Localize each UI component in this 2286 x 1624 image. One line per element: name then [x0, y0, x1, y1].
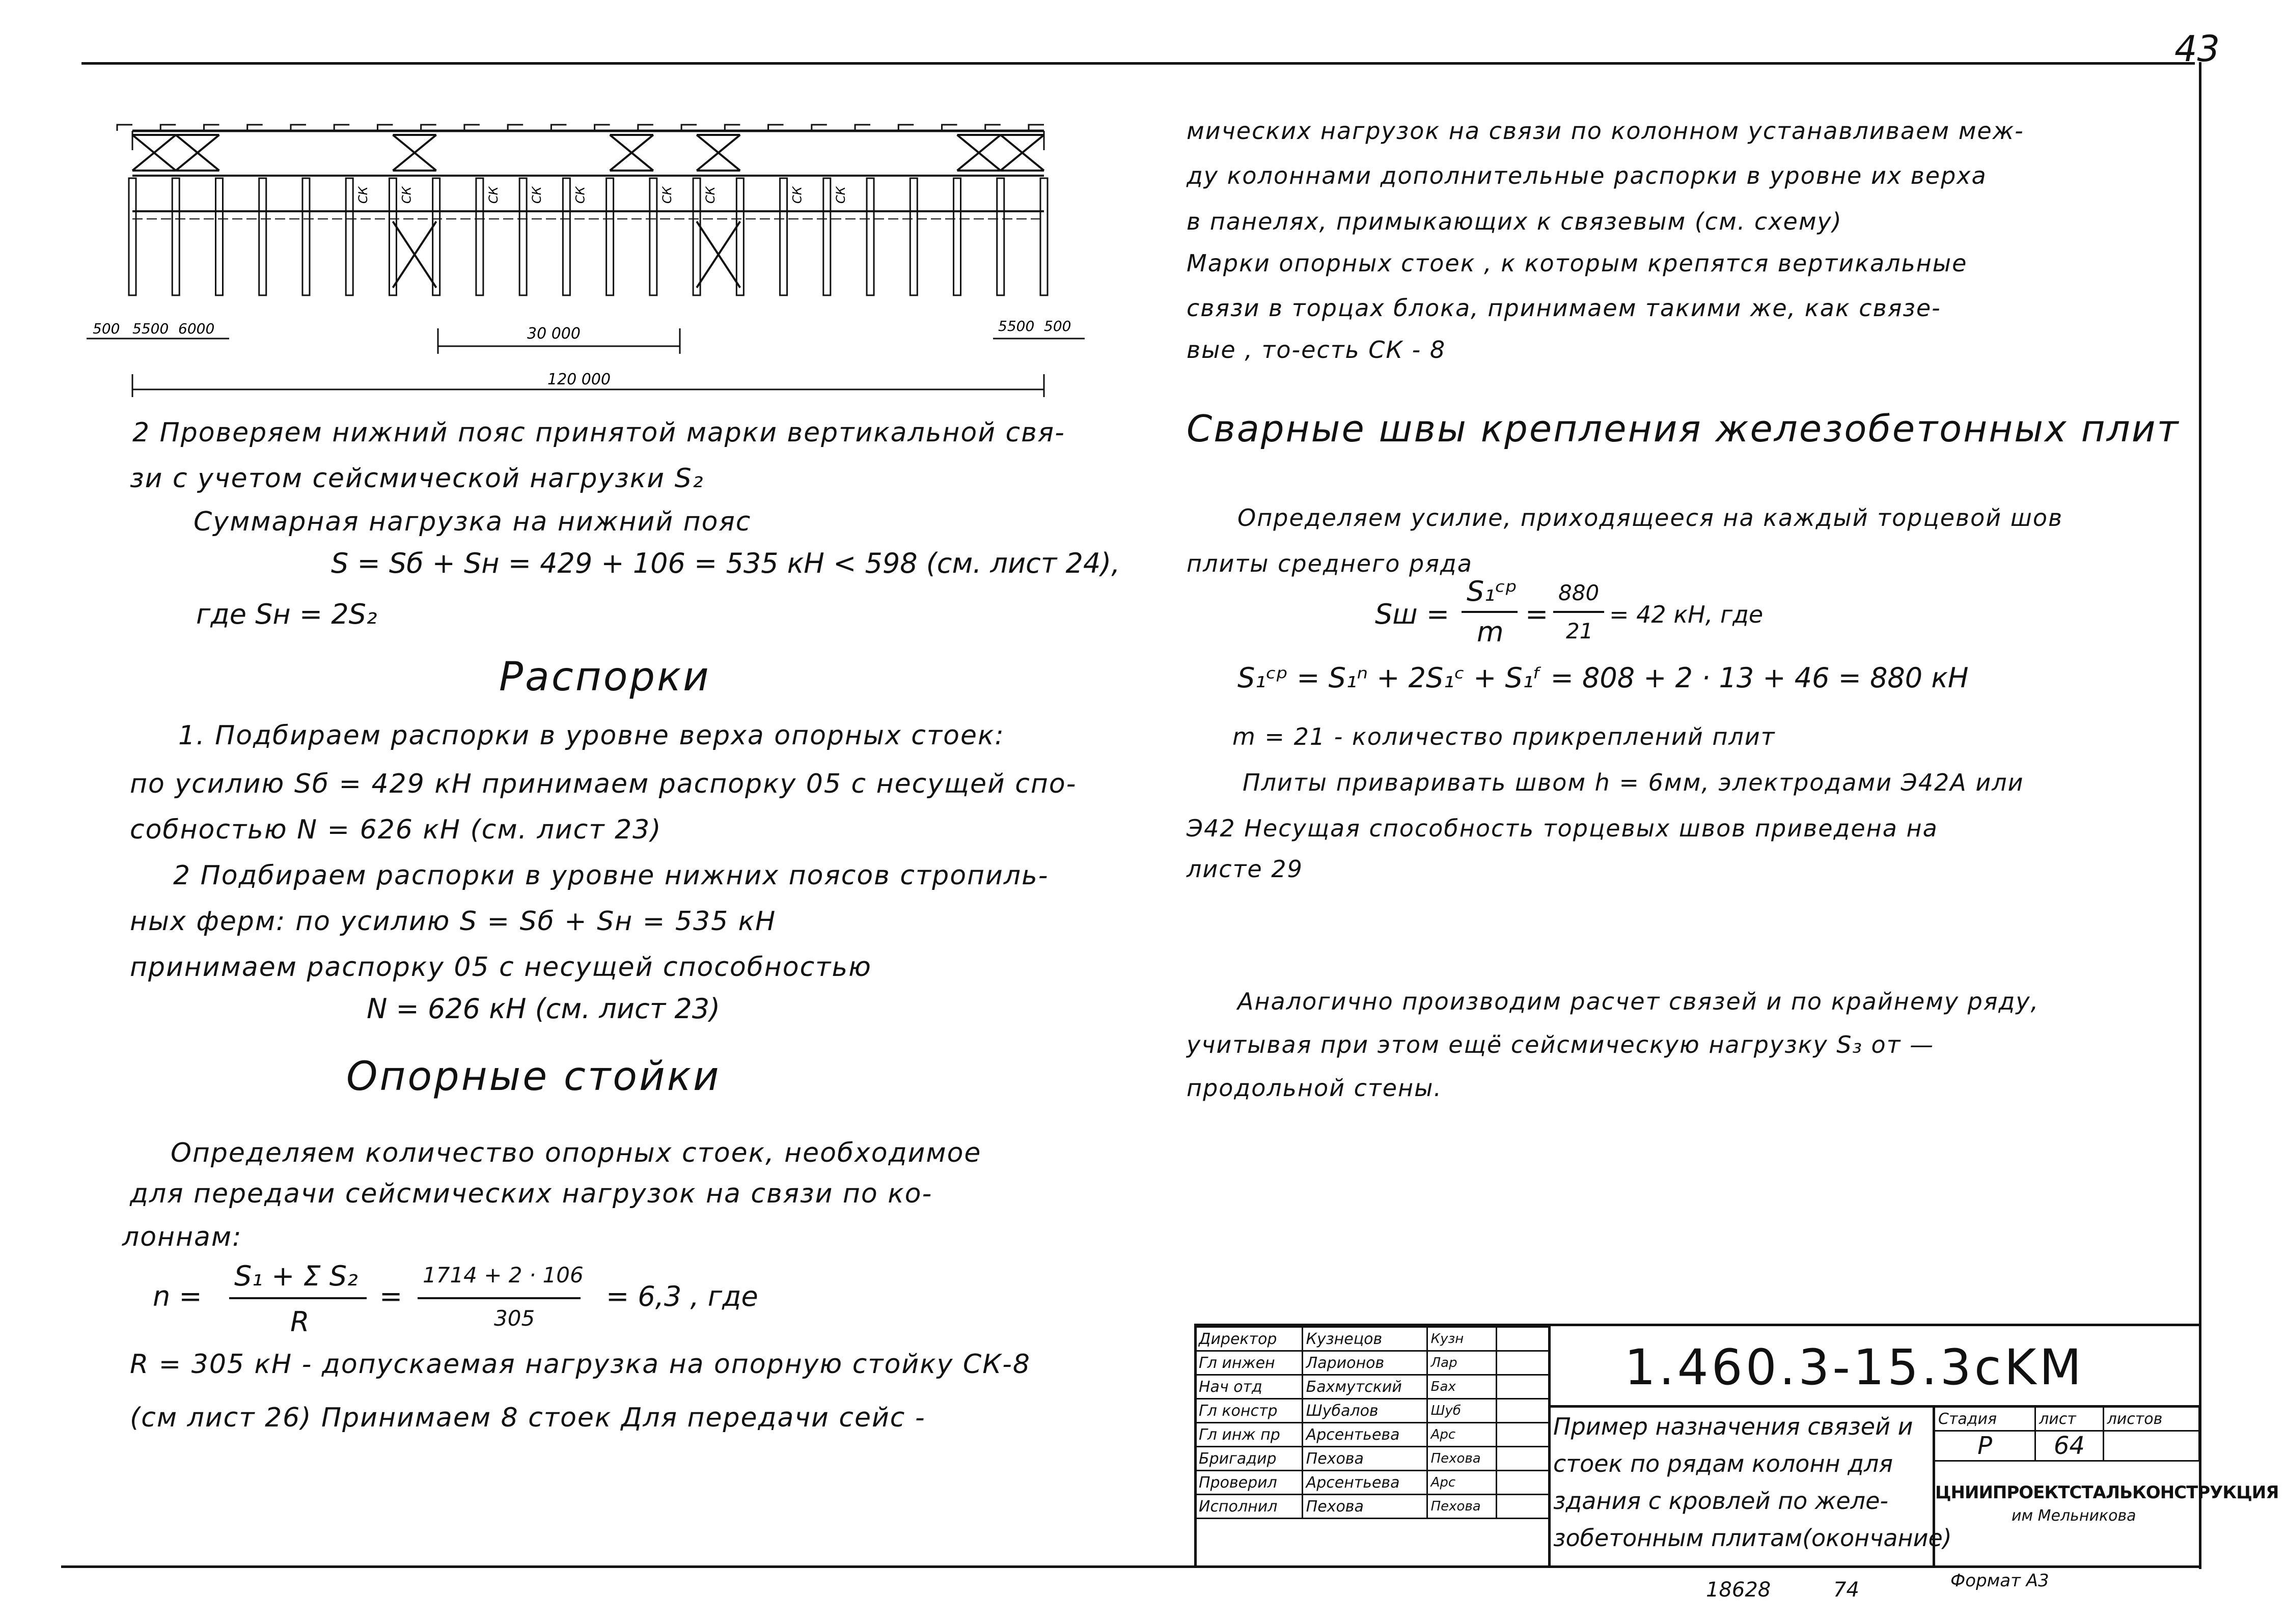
handwritten-signature: Лар — [1427, 1351, 1496, 1375]
posts-formula-num2: 1714 + 2 · 106 — [423, 1263, 584, 1287]
title-block-mid-vertical — [1548, 1324, 1551, 1568]
welds-formula1-den: m — [1477, 616, 1504, 648]
signature-row — [1195, 1495, 1550, 1519]
signature-role: Проверил — [1195, 1471, 1303, 1495]
stage-sheet-table — [1934, 1406, 2200, 1462]
column — [823, 178, 831, 295]
right-line-4: Марки опорных стоек , к которым крепятся вертикальные — [1187, 249, 1968, 277]
signature-row — [1195, 1423, 1550, 1447]
check-line-1: 2 Проверяем нижний пояс принятой марки вертикальной свя- — [132, 417, 1065, 448]
org-line-2: им Мельникова — [2012, 1507, 2136, 1525]
posts-formula-n: n = — [153, 1280, 202, 1312]
truss-mark — [117, 125, 132, 131]
signature-row — [1195, 1327, 1550, 1351]
signature-name: Шубалов — [1302, 1399, 1427, 1423]
column — [172, 178, 179, 295]
sheets-value — [2103, 1431, 2199, 1461]
check-line-3: Суммарная нагрузка на нижний пояс — [194, 507, 752, 537]
sheet-label: лист — [2035, 1407, 2103, 1431]
welds-line-1: Определяем усилие, приходящееся на каждый торцевой шов — [1237, 504, 2063, 531]
vertical-brace — [132, 135, 176, 171]
column — [910, 178, 917, 295]
right-line-1: мических нагрузок на связи по колонном устанавливаем меж- — [1187, 117, 2024, 145]
doc-code: 1.460.3-15.3cKM — [1624, 1339, 2085, 1396]
heading-posts: Опорные стойки — [346, 1054, 721, 1100]
struts-line-2: по усилию Sб = 429 кН принимаем распорку 05 с несущей спо- — [130, 769, 1077, 799]
brace-label: СК — [790, 186, 805, 204]
signature-table — [1194, 1326, 1551, 1519]
column — [389, 178, 396, 295]
column — [736, 178, 743, 295]
welds-formula1-num2: 880 — [1558, 580, 1600, 605]
welds-line-6: листе 29 — [1187, 855, 1303, 883]
org-line-1: ЦНИИПРОЕКТСТАЛЬКОНСТРУКЦИЯ — [1935, 1482, 2279, 1503]
signature-role: Директор — [1195, 1327, 1303, 1351]
posts-formula-eq: = — [379, 1280, 403, 1312]
welds-formula1-lhs: Sш = — [1375, 598, 1450, 630]
posts-formula-den: R — [290, 1306, 310, 1338]
column — [302, 178, 310, 295]
right-line-5: связи в торцах блока, принимаем такими же, как связе- — [1187, 294, 1941, 322]
posts-line-4: R = 305 кН - допускаемая нагрузка на опорную стойку СК-8 — [130, 1349, 1031, 1380]
struts-line-6: принимаем распорку 05 с несущей способностью — [130, 952, 872, 983]
inventory-number: 18628 — [1706, 1578, 1771, 1602]
right-line-6: вые , то-есть СК - 8 — [1187, 336, 1446, 363]
vertical-brace — [1001, 135, 1044, 171]
welds-formula1-num: S₁ᶜᵖ — [1467, 575, 1518, 607]
struts-line-5: ных ферм: по усилию S = Sб + Sн = 535 кН — [130, 906, 777, 937]
dim-total: 120 000 — [547, 371, 611, 388]
signature-role: Нач отд — [1195, 1375, 1303, 1399]
brace-label: СК — [703, 186, 718, 204]
brace-label: СК — [356, 186, 371, 204]
signature-role: Гл инж пр — [1195, 1423, 1303, 1447]
column — [129, 178, 136, 295]
posts-formula-bar2 — [418, 1297, 581, 1299]
lower-brace — [393, 221, 436, 288]
description-line-3: здания с кровлей по желе- — [1553, 1487, 1888, 1515]
dim-left-6000: 6000 — [178, 320, 215, 337]
brace-label: СК — [399, 186, 414, 204]
struts-line-4: 2 Подбираем распорки в уровне нижних поясов стропиль- — [173, 860, 1049, 891]
dim-left-500: 500 — [93, 320, 120, 337]
lower-brace — [697, 221, 740, 288]
struts-line-1: 1. Подбираем распорки в уровне верха опорных стоек: — [178, 720, 1005, 751]
welds-formula2: S₁ᶜᵖ = S₁ⁿ + 2S₁ᶜ + S₁ᶠ = 808 + 2 · 13 + 46 = 880 кН — [1237, 662, 1969, 694]
signature-row — [1195, 1375, 1550, 1399]
signature-role: Гл инжен — [1195, 1351, 1303, 1375]
bracing-diagram — [87, 115, 1105, 400]
handwritten-signature: Пехова — [1427, 1447, 1496, 1471]
column — [476, 178, 483, 295]
signature-date — [1497, 1375, 1550, 1399]
vertical-brace — [610, 135, 653, 171]
description-line-2: стоек по рядам колонн для — [1553, 1450, 1893, 1477]
column — [650, 178, 657, 295]
brace-label: СК — [659, 186, 674, 204]
column — [607, 178, 614, 295]
struts-line-7: N = 626 кН (см. лист 23) — [367, 993, 721, 1025]
welds-line-2: плиты среднего ряда — [1187, 550, 1473, 577]
handwritten-signature: Пехова — [1427, 1495, 1496, 1519]
column — [259, 178, 266, 295]
analog-line-2: учитывая при этом ещё сейсмическую нагрузку S₃ от — — [1187, 1031, 1935, 1058]
signature-row — [1195, 1447, 1550, 1471]
check-where: где Sн = 2S₂ — [196, 598, 377, 630]
analog-line-1: Аналогично производим расчет связей и по крайнему ряду, — [1237, 988, 2040, 1015]
bottom-frame-line — [61, 1565, 2200, 1568]
posts-formula-bar — [229, 1297, 367, 1299]
welds-line-5: Э42 Несущая способность торцевых швов приведена на — [1187, 815, 1938, 842]
stage-label: Стадия — [1935, 1407, 2035, 1431]
description-line-4: зобетонным плитам(окончание) — [1553, 1524, 1952, 1552]
signature-date — [1497, 1495, 1550, 1519]
format-label: Формат А3 — [1950, 1571, 2049, 1591]
column — [867, 178, 874, 295]
column — [780, 178, 787, 295]
handwritten-signature: Арс — [1427, 1423, 1496, 1447]
vertical-brace — [393, 135, 436, 171]
signature-row — [1195, 1351, 1550, 1375]
signature-name: Кузнецов — [1302, 1327, 1427, 1351]
dim-right-5500: 5500 — [998, 318, 1035, 334]
signature-role: Исполнил — [1195, 1495, 1303, 1519]
posts-line-2: для передачи сейсмических нагрузок на связи по ко- — [130, 1179, 933, 1209]
posts-line-3: лоннам: — [122, 1222, 242, 1252]
signature-name: Пехова — [1302, 1495, 1427, 1519]
posts-line-1: Определяем количество опорных стоек, необходимое — [171, 1138, 982, 1168]
signature-name: Арсентьева — [1302, 1471, 1427, 1495]
signature-row — [1195, 1471, 1550, 1495]
column — [215, 178, 223, 295]
top-frame-line — [81, 62, 2195, 65]
signature-name: Бахмутский — [1302, 1375, 1427, 1399]
page-number-bottom: 74 — [1833, 1578, 1859, 1602]
column — [1040, 178, 1048, 295]
signature-date — [1497, 1423, 1550, 1447]
welds-line-3: m = 21 - количество прикреплений плит — [1232, 723, 1776, 750]
struts-line-3: собностью N = 626 кН (см. лист 23) — [130, 815, 662, 845]
welds-formula1-den2: 21 — [1566, 619, 1593, 643]
column — [954, 178, 961, 295]
welds-line-4: Плиты приваривать швом h = 6мм, электродами Э42А или — [1243, 769, 2024, 796]
brace-label: СК — [486, 186, 501, 204]
column — [693, 178, 700, 295]
welds-formula1-bar2 — [1553, 611, 1604, 613]
handwritten-signature: Арс — [1427, 1471, 1496, 1495]
column — [346, 178, 353, 295]
brace-label: СК — [530, 186, 544, 204]
stage-value: Р — [1935, 1431, 2035, 1461]
analog-line-3: продольной стены. — [1187, 1074, 1443, 1102]
dim-left-5500: 5500 — [132, 320, 169, 337]
page-number: 43 — [2174, 28, 2220, 70]
handwritten-signature: Бах — [1427, 1375, 1496, 1399]
right-frame-line — [2199, 62, 2201, 1569]
signature-name: Ларионов — [1302, 1351, 1427, 1375]
welds-formula1-eq: = — [1525, 598, 1549, 630]
vertical-brace — [957, 135, 1001, 171]
vertical-brace — [176, 135, 219, 171]
signature-name: Арсентьева — [1302, 1423, 1427, 1447]
brace-label: СК — [833, 186, 848, 204]
heading-welds: Сварные швы крепления железобетонных плит — [1187, 407, 2180, 450]
check-line-2: зи с учетом сейсмической нагрузки S₂ — [130, 463, 704, 494]
column — [563, 178, 570, 295]
posts-line-5: (см лист 26) Принимаем 8 стоек Для передачи сейс - — [130, 1403, 926, 1433]
column — [433, 178, 440, 295]
signature-date — [1497, 1447, 1550, 1471]
signature-date — [1497, 1471, 1550, 1495]
description-line-1: Пример назначения связей и — [1553, 1413, 1913, 1440]
welds-formula1-res: = 42 кН, где — [1609, 601, 1764, 628]
dim-middle: 30 000 — [527, 325, 581, 343]
check-formula: S = Sб + Sн = 429 + 106 = 535 кН < 598 (см. лист 24), — [331, 547, 1120, 579]
column — [519, 178, 527, 295]
signature-role: Бригадир — [1195, 1447, 1303, 1471]
posts-formula-res: = 6,3 , где — [606, 1280, 758, 1312]
dim-right-500: 500 — [1044, 318, 1071, 334]
column — [997, 178, 1004, 295]
brace-label: СК — [573, 186, 588, 204]
signature-role: Гл констр — [1195, 1399, 1303, 1423]
welds-formula1-bar — [1462, 611, 1518, 613]
posts-formula-den2: 305 — [494, 1306, 535, 1331]
sheets-label: листов — [2103, 1407, 2199, 1431]
signature-date — [1497, 1351, 1550, 1375]
handwritten-signature: Кузн — [1427, 1327, 1496, 1351]
signature-date — [1497, 1399, 1550, 1423]
vertical-brace — [697, 135, 740, 171]
posts-formula-num: S₁ + Σ S₂ — [234, 1260, 358, 1292]
signature-row — [1195, 1399, 1550, 1423]
right-line-2: ду колоннами дополнительные распорки в уровне их верха — [1187, 162, 1987, 189]
signature-date — [1497, 1327, 1550, 1351]
signature-name: Пехова — [1302, 1447, 1427, 1471]
right-line-3: в панелях, примыкающих к связевым (см. схему) — [1187, 208, 1842, 235]
sheet-value: 64 — [2035, 1431, 2103, 1461]
heading-struts: Распорки — [499, 654, 711, 700]
handwritten-signature: Шуб — [1427, 1399, 1496, 1423]
